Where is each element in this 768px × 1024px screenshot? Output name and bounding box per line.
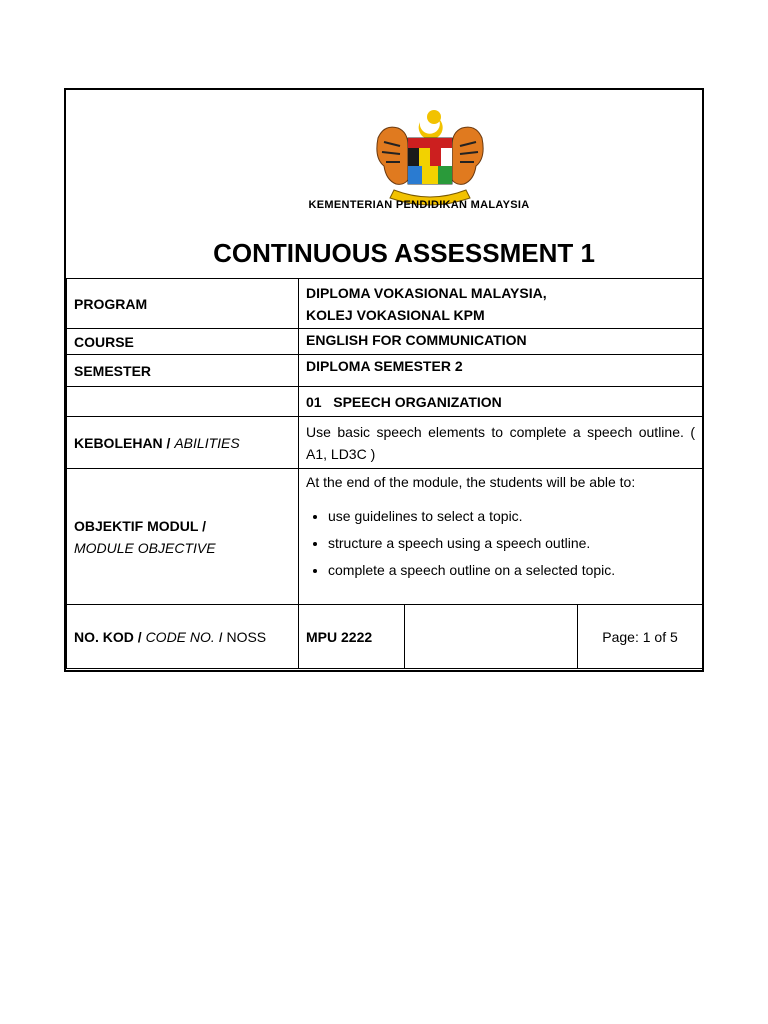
objective-intro: At the end of the module, the students will be able to: <box>306 474 636 490</box>
code-value: MPU 2222 <box>299 605 405 669</box>
module-value: 01 SPEECH ORGANIZATION <box>299 387 703 417</box>
abilities-label-bold: KEBOLEHAN / <box>74 434 175 451</box>
module-label-empty <box>67 387 299 417</box>
code-blank-cell <box>405 605 578 669</box>
semester-label: SEMESTER <box>67 355 299 387</box>
assessment-cover-frame <box>64 88 704 672</box>
objective-label-bold: OBJEKTIF MODUL / <box>74 517 206 534</box>
objective-list <box>306 503 695 584</box>
program-value-line1: DIPLOMA VOKASIONAL MALAYSIA, <box>306 284 547 301</box>
code-label <box>67 605 299 669</box>
list-item: • structure a speech using a speech outline. <box>328 530 695 557</box>
assessment-info-table <box>66 278 703 669</box>
ministry-name: KEMENTERIAN PENDIDIKAN MALAYSIA <box>308 199 530 211</box>
course-value: ENGLISH FOR COMMUNICATION <box>299 329 703 355</box>
page-title: CONTINUOUS ASSESSMENT 1 <box>213 238 595 268</box>
cover-header <box>66 90 702 280</box>
malaysia-coat-of-arms-icon <box>364 108 496 208</box>
abilities-label <box>67 417 299 469</box>
objective-label <box>67 469 299 605</box>
table-row-module <box>67 387 703 417</box>
table-row-abilities <box>67 417 703 469</box>
program-value <box>299 279 703 329</box>
table-row-program <box>67 279 703 329</box>
code-label-rest: NOSS <box>222 628 267 645</box>
code-label-italic: CODE NO. I <box>145 628 223 645</box>
code-label-bold: NO. KOD / <box>74 628 146 645</box>
course-label: COURSE <box>67 329 299 355</box>
list-item: • complete a speech outline on a selected topic. <box>328 557 695 584</box>
table-row-semester <box>67 355 703 387</box>
table-row-objective <box>67 469 703 605</box>
page-number: Page: 1 of 5 <box>578 605 703 669</box>
table-row-code <box>67 605 703 669</box>
list-item: • use guidelines to select a topic. <box>328 503 695 530</box>
table-row-course <box>67 329 703 355</box>
program-value-line2: KOLEJ VOKASIONAL KPM <box>306 306 485 323</box>
program-label: PROGRAM <box>67 279 299 329</box>
objective-value <box>299 469 703 605</box>
abilities-label-italic: ABILITIES <box>174 434 240 451</box>
abilities-value: Use basic speech elements to complete a speech outline. ( A1, LD3C ) <box>299 417 703 469</box>
semester-value: DIPLOMA SEMESTER 2 <box>299 355 703 387</box>
objective-label-italic: MODULE OBJECTIVE <box>74 539 216 556</box>
